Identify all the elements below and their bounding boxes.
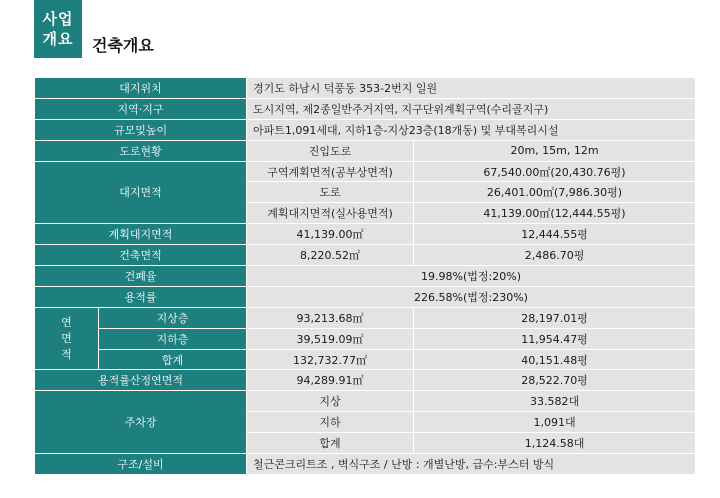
table-row <box>35 349 696 370</box>
table-row <box>35 78 696 99</box>
gross-floor-sublabel: 지하층 <box>99 328 247 349</box>
table-row <box>35 245 696 266</box>
gross-floor-m2: 93,213.68㎡ <box>247 307 414 328</box>
row-label: 주차장 <box>35 391 247 454</box>
site-location-value: 경기도 하남시 덕풍동 353-2번지 일원 <box>247 78 696 99</box>
row-label: 대지면적 <box>35 161 247 224</box>
table-row <box>35 140 696 161</box>
parking-item: 합계 <box>247 433 414 454</box>
table-row <box>35 161 696 182</box>
table-row <box>35 224 696 245</box>
scale-value: 아파트1,091세대, 지하1층-지상23층(18개동) 및 부대복리시설 <box>247 119 696 140</box>
table-row <box>35 328 696 349</box>
site-area-item: 구역계획면적(공부상면적) <box>247 161 414 182</box>
building-overview-table <box>34 77 696 475</box>
table-row <box>35 119 696 140</box>
parking-value: 1,124.58대 <box>414 433 696 454</box>
gross-floor-area-char: 면 <box>61 331 72 345</box>
row-label: 도로현황 <box>35 140 247 161</box>
table-row <box>35 286 696 307</box>
road-right-value: 20m, 15m, 12m <box>414 140 696 161</box>
structure-value: 철근콘크리트조 , 벽식구조 / 난방 : 개별난방, 급수:부스터 방식 <box>247 454 696 475</box>
row-label: 용적률 <box>35 286 247 307</box>
gross-floor-pyeong: 40,151.48평 <box>414 349 696 370</box>
parking-item: 지상 <box>247 391 414 412</box>
gross-floor-m2: 39,519.09㎡ <box>247 328 414 349</box>
row-label: 지역·지구 <box>35 98 247 119</box>
section-tab-line1: 사업 <box>42 10 74 28</box>
row-label: 건축면적 <box>35 245 247 266</box>
zoning-value: 도시지역, 제2종일반주거지역, 지구단위계획구역(수리골지구) <box>247 98 696 119</box>
site-area-value: 26,401.00㎡(7,986.30평) <box>414 182 696 203</box>
table-row <box>35 391 696 412</box>
row-label: 계획대지면적 <box>35 224 247 245</box>
far-floor-area-m2: 94,289.91㎡ <box>247 370 414 391</box>
row-label: 용적률산정연면적 <box>35 370 247 391</box>
table-row <box>35 98 696 119</box>
parking-value: 1,091대 <box>414 412 696 433</box>
planned-site-area-m2: 41,139.00㎡ <box>247 224 414 245</box>
building-area-pyeong: 2,486.70평 <box>414 245 696 266</box>
table-row <box>35 266 696 287</box>
site-area-value: 41,139.00㎡(12,444.55평) <box>414 203 696 224</box>
parking-value: 33.582대 <box>414 391 696 412</box>
far-floor-area-pyeong: 28,522.70평 <box>414 370 696 391</box>
coverage-ratio-value: 19.98%(법정:20%) <box>247 266 696 287</box>
gross-floor-area-label <box>35 307 99 370</box>
row-label: 대지위치 <box>35 78 247 99</box>
gross-floor-sublabel: 합계 <box>99 349 247 370</box>
row-label: 규모및높이 <box>35 119 247 140</box>
gross-floor-m2: 132,732.77㎡ <box>247 349 414 370</box>
section-tab-line2: 개요 <box>42 30 74 48</box>
gross-floor-area-char: 연 <box>61 315 72 329</box>
gross-floor-pyeong: 11,954.47평 <box>414 328 696 349</box>
site-area-value: 67,540.00㎡(20,430.76평) <box>414 161 696 182</box>
section-tab <box>34 0 82 58</box>
row-label: 건폐율 <box>35 266 247 287</box>
gross-floor-pyeong: 28,197.01평 <box>414 307 696 328</box>
road-left-value: 진입도로 <box>247 140 414 161</box>
page-title: 건축개요 <box>92 36 154 55</box>
parking-item: 지하 <box>247 412 414 433</box>
table-row <box>35 454 696 475</box>
building-area-m2: 8,220.52㎡ <box>247 245 414 266</box>
floor-area-ratio-value: 226.58%(법정:230%) <box>247 286 696 307</box>
site-area-item: 도로 <box>247 182 414 203</box>
row-label: 구조/설비 <box>35 454 247 475</box>
gross-floor-sublabel: 지상층 <box>99 307 247 328</box>
planned-site-area-pyeong: 12,444.55평 <box>414 224 696 245</box>
site-area-item: 계획대지면적(실사용면적) <box>247 203 414 224</box>
table-row <box>35 370 696 391</box>
table-row <box>35 307 696 328</box>
gross-floor-area-char: 적 <box>61 347 72 361</box>
